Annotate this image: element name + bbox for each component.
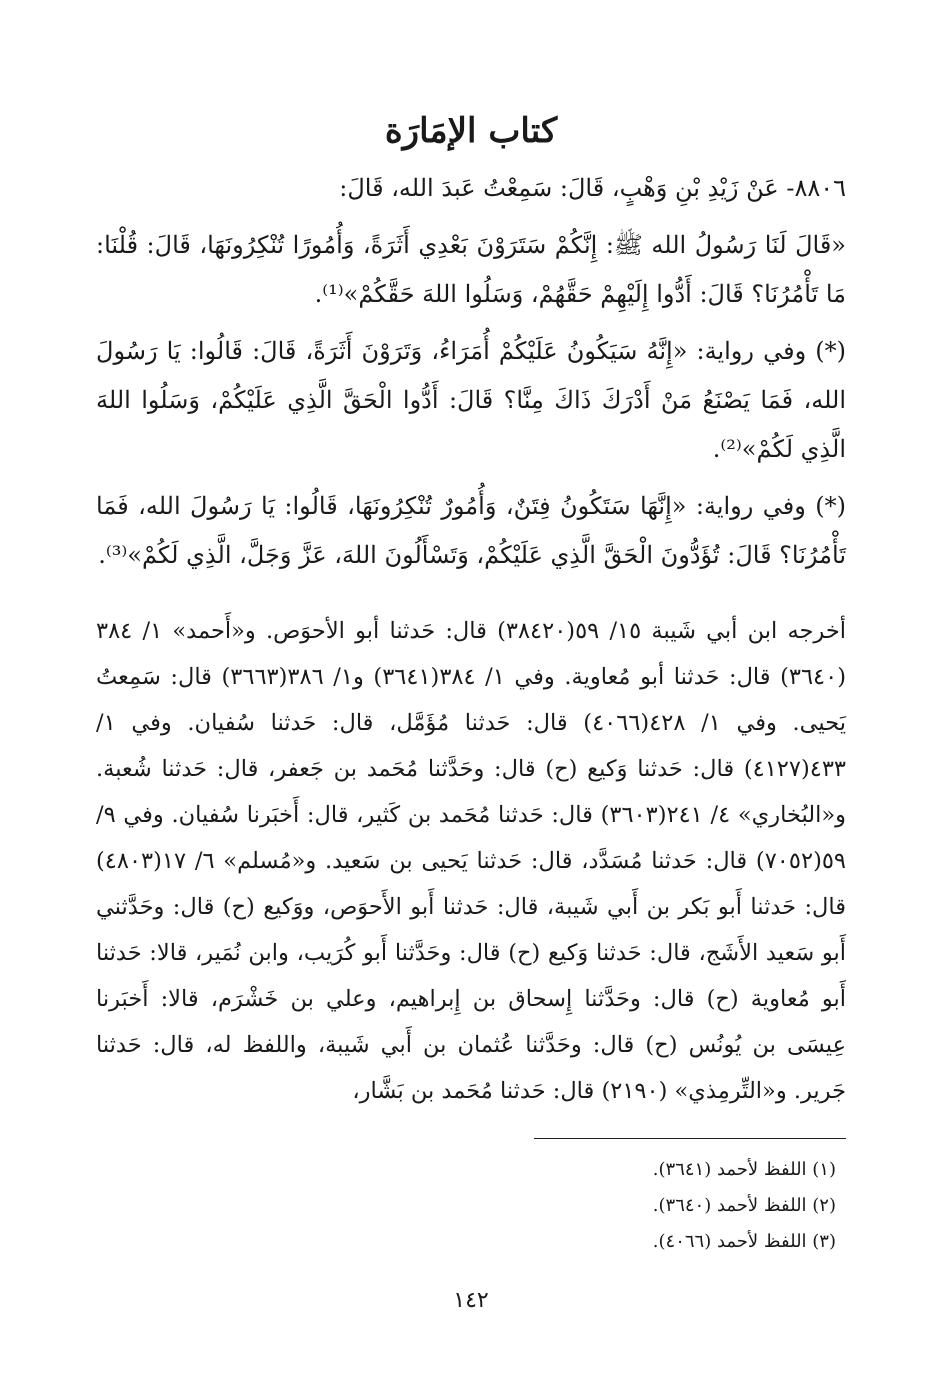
hadith-variant-1: (*) وفي رواية: «إِنَّهُ سَيَكُونُ عَلَيْكُمْ أُمَرَاءُ، وَتَرَوْنَ أَثَرَةً، قَالَ: قَالُوا: يَا رَسُولَ الله، فَمَا يَصْنَعُ مَنْ أَدْرَكَ ذَاكَ مِنَّا؟ قَالَ: أَدُّوا الْحَقَّ الَّذِي عَلَيْكُمْ، وَسَلُوا اللهَ الَّذِي لَكُمْ»⁽²⁾. bbox=[96, 337, 846, 463]
page-number: ١٤٢ bbox=[453, 1288, 489, 1313]
hadith-number-line: ٨٨٠٦- عَنْ زَيْدِ بْنِ وَهْبٍ، قَالَ: سَمِعْتُ عَبدَ الله، قَالَ: bbox=[339, 174, 846, 202]
takhrij-text: أخرجه ابن أبي شَيبة ١٥/ ٥٩(٣٨٤٢٠) قال: حَدثنا أبو الأحوَص. و«أَحمد» ١/ ٣٨٤ (٣٦٤٠) قال: حَدثنا أبو مُعاوية. وفي ١/ ٣٨٤(٣٦٤١) و١/ ٣٨٦(٣٦٦٣) قال: سَمِعتُ يَحيى. وفي ١/ ٤٢٨(٤٠٦٦) قال: حَدثنا مُؤَمَّل، قال: حَدثنا سُفيان. وفي ١/ ٤٣٣(٤١٢٧) قال: حَدثنا وَكيع (ح) قال: وحَدَّثنا مُحَمد بن جَعفر، قال: حَدثنا شُعبة. و«البُخاري» ٤/ ٢٤١(٣٦٠٣) قال: حَدثنا مُحَمد بن كَثير، قال: أَخبَرنا سُفيان. وفي ٩/ ٥٩(٧٠٥٢) قال: حَدثنا مُسَدَّد، قال: حَدثنا يَحيى بن سَعيد. و«مُسلم» ٦/ ١٧(٤٨٠٣) قال: حَدثنا أَبو بَكر بن أَبي شَيبة، قال: حَدثنا أَبو الأَحوَص، ووَكيع (ح) قال: وحَدَّثني أَبو سَعيد الأَشَج، قال: حَدثنا وَكيع (ح) قال: وحَدَّثنا أَبو كُرَيب، وابن نُمَير، قالا: حَدثنا أَبو مُعاوية (ح) قال: وحَدَّثنا إِسحاق بن إِبراهيم، وعلي بن خَشْرَم، قالا: أَخبَرنا عِيسَى بن يُونُس (ح) قال: وحَدَّثنا عُثمان بن أَبي شَيبة، واللفظ له، قال: حَدثنا جَرير. و«التِّرمِذي» (٢١٩٠) قال: حَدثنا مُحَمد بن بَشَّار، bbox=[96, 618, 847, 1104]
footnote-3: (٣) اللفظ لأحمد (٤٠٦٦). bbox=[652, 1231, 836, 1252]
hadith-main-text: «قَالَ لَنَا رَسُولُ الله ﷺ: إِنَّكُمْ سَتَرَوْنَ بَعْدِي أَثَرَةً، وَأُمُورًا تُنْكِرُونَهَا، قَالَ: قُلْنَا: مَا تَأْمُرُنَا؟ قَالَ: أَدُّوا إِلَيْهِمْ حَقَّهُمْ، وَسَلُوا اللهَ حَقَّكُمْ»⁽¹⁾. bbox=[96, 231, 846, 308]
footnote-divider bbox=[534, 1138, 846, 1139]
hadith-block bbox=[96, 164, 846, 580]
footnote-1: (١) اللفظ لأحمد (٣٦٤١). bbox=[652, 1159, 836, 1180]
footnote-2: (٢) اللفظ لأحمد (٣٦٤٠). bbox=[652, 1195, 836, 1216]
takhrij-block bbox=[96, 608, 846, 1114]
hadith-variant-2: (*) وفي رواية: «إِنَّهَا سَتَكُونُ فِتَنٌ، وَأُمُورٌ تُنْكِرُونَهَا، قَالُوا: يَا رَسُولَ الله، فَمَا تَأْمُرُنَا؟ قَالَ: تُؤَدُّونَ الْحَقَّ الَّذِي عَلَيْكُمْ، وَتَسْأَلُونَ اللهَ، عَزَّ وَجَلَّ، الَّذِي لَكُمْ»⁽³⁾. bbox=[96, 492, 846, 569]
footnotes bbox=[400, 1152, 836, 1260]
book-title: كتاب الإمَارَة bbox=[384, 111, 558, 151]
